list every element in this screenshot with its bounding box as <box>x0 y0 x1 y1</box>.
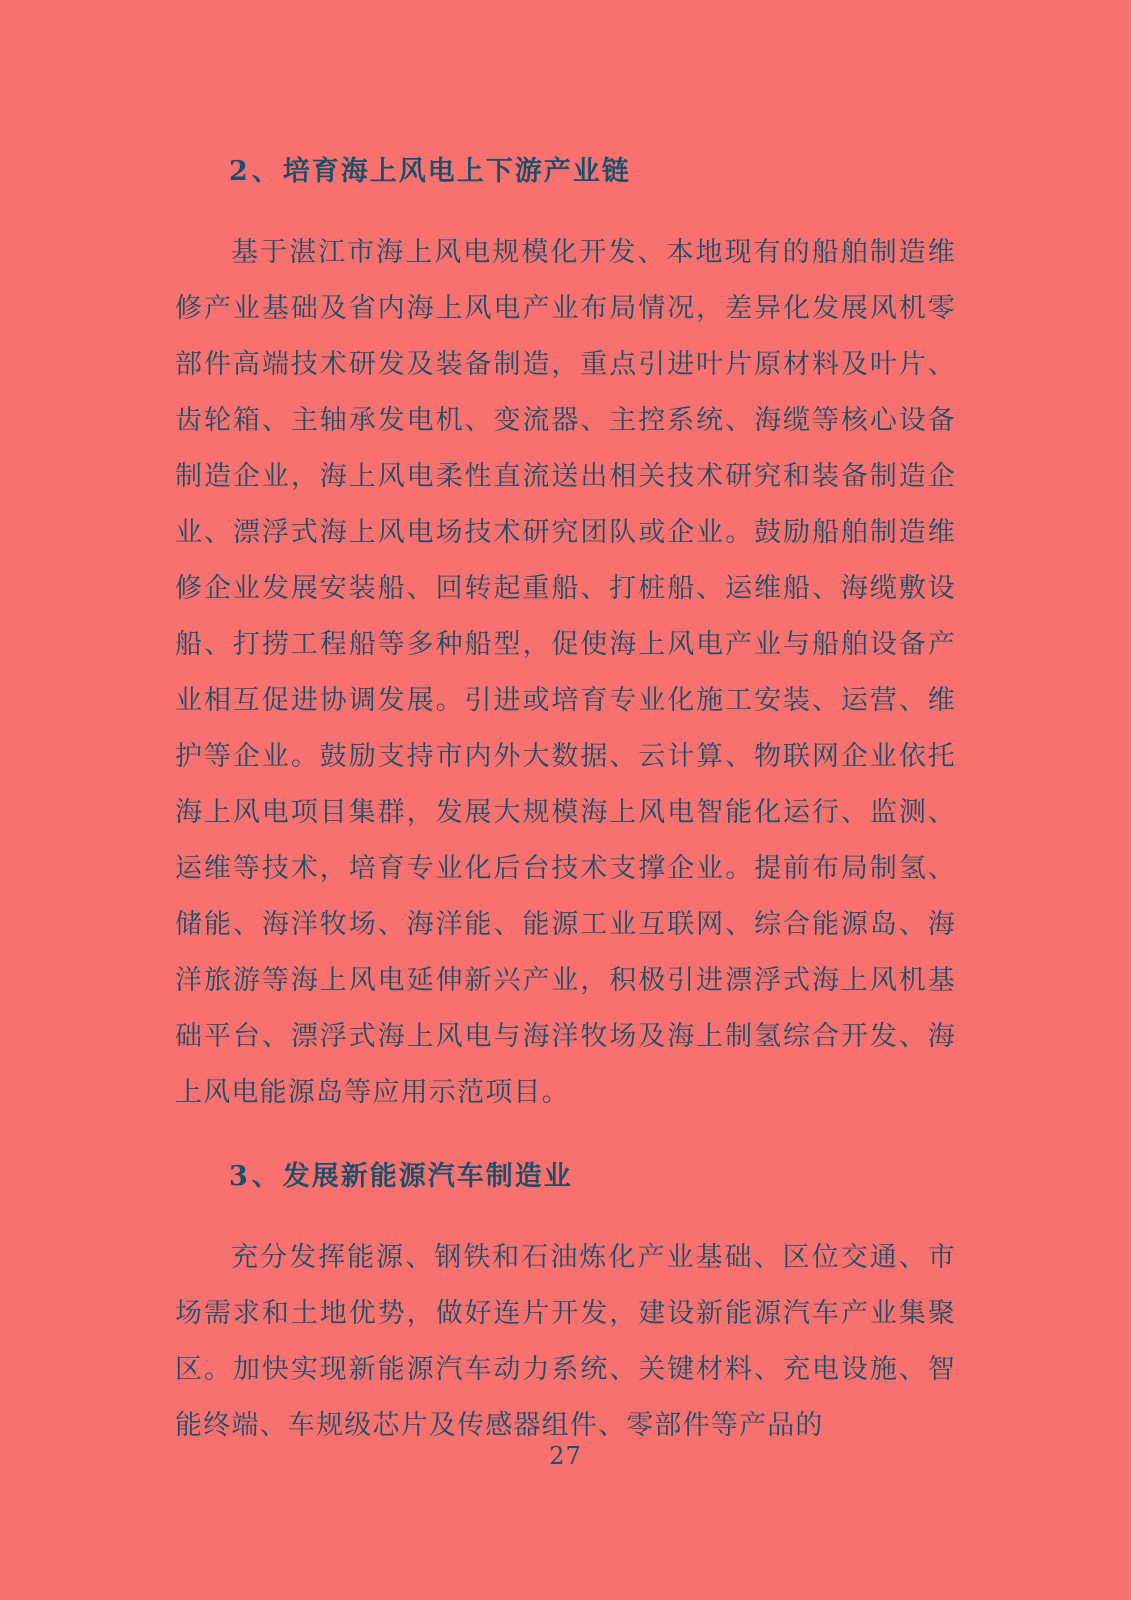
section-body-3: 充分发挥能源、钢铁和石油炼化产业基础、区位交通、市场需求和土地优势，做好连片开发，建设新能源汽车产业集聚区。加快实现新能源汽车动力系统、关键材料、充电设施、智能终端、车规级芯片及传感器组件、零部件等产品的 <box>175 1242 956 1442</box>
spacer <box>175 211 956 225</box>
section-heading-2-text: 培育海上风电上下游产业链 <box>282 156 631 187</box>
section-body-2: 基于湛江市海上风电规模化开发、本地现有的船舶制造维修产业基础及省内海上风电产业布局情况，差异化发展风机零部件高端技术研发及装备制造，重点引进叶片原材料及叶片、齿轮箱、主轴承发电机、变流器、主控系统、海缆等核心设备制造企业，海上风电柔性直流送出相关技术研究和装备制造企业、漂浮式海上风电场技术研究团队或企业。鼓励船舶制造维修企业发展安装船、回转起重船、打桩船、运维船、海缆敷设船、打捞工程船等多种船型，促使海上风电产业与船舶设备产业相互促进协调发展。引进或培育专业化施工安装、运营、维护等企业。鼓励支持市内外大数据、云计算、物联网企业依托海上风电项目集群，发展大规模海上风电智能化运行、监测、运维等技术，培育专业化后台技术支撑企业。提前布局制氢、储能、海洋牧场、海洋能、能源工业互联网、综合能源岛、海洋旅游等海上风电延伸新兴产业，积极引进漂浮式海上风机基础平台、漂浮式海上风电与海洋牧场及海上制氢综合开发、海上风电能源岛等应用示范项目。 <box>175 237 956 1109</box>
page-number: 27 <box>549 1442 582 1470</box>
spacer <box>175 1133 956 1155</box>
spacer <box>175 1216 956 1230</box>
section-heading-2 <box>175 150 956 193</box>
section-heading-3-number: 3、 <box>229 1161 283 1193</box>
section-heading-2-number: 2、 <box>229 156 283 187</box>
section-heading-3-text: 发展新能源汽车制造业 <box>282 1161 573 1193</box>
section-heading-3 <box>175 1155 956 1198</box>
